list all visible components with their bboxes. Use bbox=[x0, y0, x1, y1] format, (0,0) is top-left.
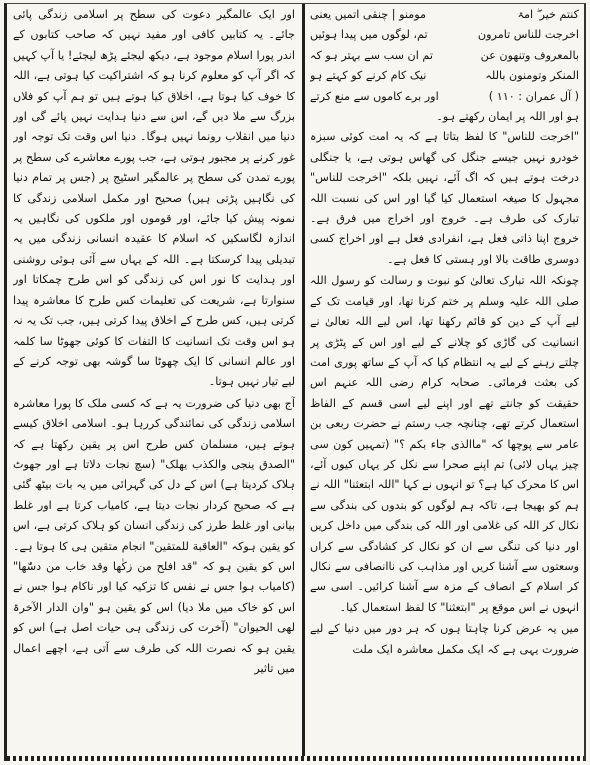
verse-line bbox=[310, 66, 579, 86]
paragraph: "اخرجت للناس" کا لفظ بتاتا ہے کہ یہ امت کوئی سبزہ خودرو نہیں جیسے جنگل کی گھاس ہوتی ہے، یا جنگلی درخت ہوتے ہیں کہ اگ آئے، نہیں بلکہ "اخرجت للناس" مجہول کا صیغہ استعمال کیا گیا اور اس کی نسبت اللہ تبارک کی طرف ہے۔ خروج اور اخراج میں فرق ہے۔ خروج اپنا ذاتی فعل ہے، انفرادی فعل ہے اور اخراج کسی دوسری طاقت بالا اور ہستی کا فعل ہے۔ bbox=[310, 130, 579, 266]
right-column bbox=[310, 4, 579, 761]
newspaper-page bbox=[4, 3, 586, 761]
column-divider bbox=[302, 4, 305, 761]
verse-arabic: اخرجت للناس تامرون bbox=[477, 28, 579, 42]
verse-arabic: بالمعروف وتنھون عن bbox=[480, 48, 579, 62]
verse-translation-tail: ہو اور اللہ پر ایمان رکھتے ہو۔ bbox=[436, 110, 579, 124]
verse-translation: نیک کام کرنے کو کہتے ہو bbox=[310, 69, 427, 83]
verse-arabic: کنتم خیر ۖ امۃ bbox=[517, 8, 579, 21]
paragraph: چونکہ اللہ تبارک تعالیٰ کو نبوت و رسالت کو رسول اللہ صلی اللہ علیہ وسلم پر ختم کرنا تھا، اور قیامت تک کے لیے آپ کے دین کو قائم رکھنا تھا، اس لیے اللہ تعالیٰ نے انسانیت کی گاڑی کو چلانے کے لیے اور اس کے پٹڑی پر چلتے رہنے کے لیے یہ انتظام کیا کہ آپ کے ساتھ پوری امت کی بعثت فرمائی۔ صحابہ کرام رضی اللہ عنہم اس حقیقت کو جانتے تھے اور اپنے لیے اسی قسم کے الفاظ استعمال کرتے تھے، چنانچہ جب رستم نے حضرت ربعی بن عامر سے پوچھا کہ "ماالذی جاء بکم ؟" (تمہیں کون سی چیز یہاں لائی) تم اپنے صحرا سے نکل کر یہاں کیوں آئے، اس کا محرک کیا ہے؟ تو انہوں نے کہا "اللہ ابتعثنا" اللہ نے ہم کو بھیجا ہے، تاکہ ہم لوگوں کو بندوں کی بندگی سے نکال کر اللہ کی غلامی اور اللہ کی بندگی میں داخل کریں اور دنیا کی تنگی سے ان کو نکال کر کشادگی سے کراں وسعتوں سے آشنا کریں اور مذاہب کی ناانصافی سے نکال کر اسلام کے انصاف کے مزہ سے آشنا کرائیں۔ اسی سے انہوں نے اس موقع پر "ابتعثنا" کا لفظ استعمال کیا۔ bbox=[310, 274, 579, 614]
verse-line bbox=[310, 5, 579, 25]
verse-translation: مومنو | چنقی اتمیں یعنی bbox=[310, 8, 426, 21]
verse-translation: تم ان سب سے بہتر ہو کہ bbox=[310, 48, 433, 62]
left-column bbox=[13, 4, 295, 761]
verse-reference: ( آل عمران : ۱۱۰ ) bbox=[488, 89, 579, 103]
verse-line bbox=[310, 46, 579, 66]
paragraph: اور ایک عالمگیر دعوت کی سطح پر اسلامی زندگی پائی جائے۔ یہ کتابیں کافی اور مفید نہیں کہ صاحب کتابوں کے اندر پورا اسلام موجود ہے، دیکھ لیجئے پڑھ لیجئے! یا آپ کہیں کہ اگر آپ کو معلوم کرنا ہو کہ اشتراکیت کیا ہوتی ہے، اللہ کا خوف کیا ہوتا ہے، اخلاق کیا ہوتے ہیں تو ہم آپ کو فلاں بزرگ سے ملا دیں گے، اس سے دنیا ہدایت نہیں پائے گی اور دنیا میں انقلاب رونما نہیں ہوگا۔ دنیا اس وقت تک توجہ اور غور کرنے پر مجبور ہوتی ہے، جب پورے معاشرے کی سطح پر پورے تمدن کی سطح پر عالمگیر اسٹیج پر (جس پر تمام دنیا کی نگاہیں پڑتی ہیں) صحیح اور مکمل اسلامی زندگی کا نمونہ پیش کیا جائے، اور قوموں اور ملکوں کی نگاہیں یہ اندازہ لگاسکیں کہ اسلام کا عقیدہ انسانی زندگی میں یہ تبدیلی پیدا کرسکتا ہے۔ اللہ کے یہاں سے آئی ہوئی روشنی اور ہدایت کا نور اس کی زندگی کو اس طرح چمکاتا اور سنوارتا ہے، شریعت کی تعلیمات کس طرح کا معاشرہ پیدا کرتی ہیں، کس طرح کے اخلاق پیدا کرتی ہیں، جب تک یہ نہ ہو اس وقت تک انسانیت کا التفات کا کوئی جھوٹا سا کلمہ اور عالم انسانی کا ایک چھوٹا سا گوشہ بھی توجہ کرنے کے لیے تیار نہیں ہوتا۔ bbox=[13, 8, 295, 389]
paragraph: آج بھی دنیا کی ضرورت یہ ہے کہ کسی ملک کا پورا معاشرہ اسلامی زندگی کی نمائندگی کررہا ہو۔ اسلامی اخلاق کیسے ہوتے ہیں، مسلمان کس طرح اس پر یقین رکھتا ہے کہ "الصدق ینجی والکذب یھلک" (سچ نجات دلاتا ہے اور جھوٹ ہلاک کردیتا ہے) اس کے دل کی گہرائی میں یہ بات بیٹھ گئی ہے کہ صحیح کردار نجات دیتا ہے، کامیاب کرتا ہے اور غلط بیانی اور غلط طرز کی زندگی انسان کو ہلاک کرتی ہے، اس کو یقین ہوکہ "العاقبة للمتقین" انجام متقین ہی کا ہوتا ہے۔ اس کو یقین ہو کہ "قد افلح من زکٰھا وقد خاب من دسّٰھا" (کامیاب ہوا جس نے نفس کا تزکیہ کیا اور ناکام ہوا جس نے اس کو خاک میں ملا دیا) اس کو یقین ہو "وان الدار الآخرۃ لھی الحیوان" (آخرت کی زندگی ہی حیات اصل ہے) اس کو یقین ہو کہ نصرت اللہ کی طرف سے آتی ہے، اچھے اعمال میں تاثیر bbox=[13, 396, 295, 675]
verse-arabic: المنکر وتومنون باللہ bbox=[485, 69, 579, 83]
paragraph: میں یہ عرض کرنا چاہتا ہوں کہ ہر دور میں دنیا کے لیے ضرورت یہی ہے کہ ایک مکمل معاشرہ ایک ملت bbox=[310, 622, 579, 656]
bottom-border bbox=[7, 756, 584, 761]
verse-translation: اور برے کاموں سے منع کرتے bbox=[310, 89, 439, 103]
verse-line bbox=[310, 87, 579, 107]
quran-verse-block bbox=[310, 5, 579, 127]
verse-line bbox=[310, 25, 579, 45]
verse-translation: تم، لوگوں میں پیدا ہوئیں bbox=[310, 28, 428, 42]
